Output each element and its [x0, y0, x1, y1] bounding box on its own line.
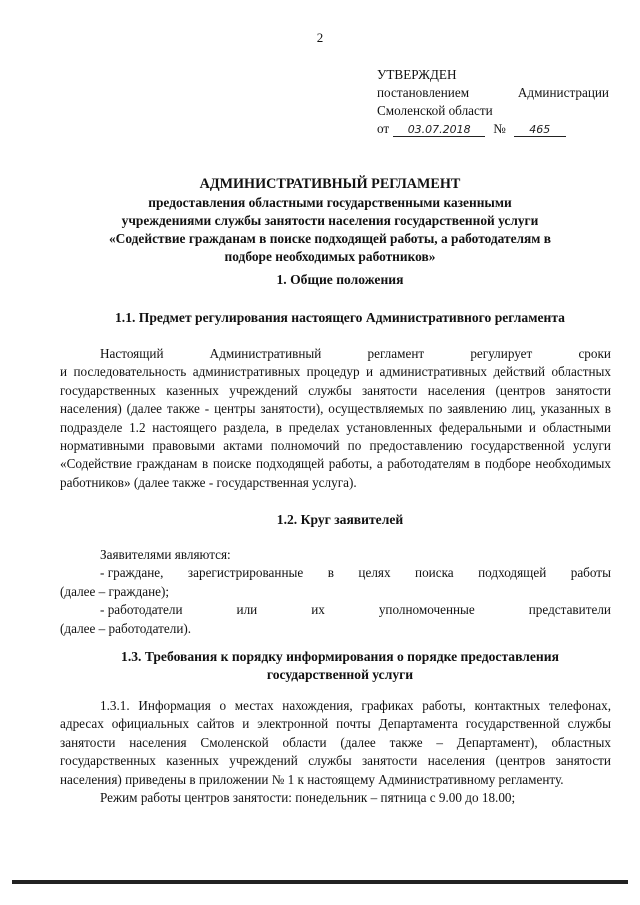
section-1-2-list — [60, 546, 611, 638]
approval-administration-word: Администрации — [517, 85, 609, 100]
approval-line-2 — [377, 84, 609, 102]
list-item-citizens-tail: (далее – граждане); — [60, 583, 170, 599]
approval-title: УТВЕРЖДЕН — [377, 67, 457, 82]
list-item-citizens — [60, 564, 611, 582]
word: зарегистрированные — [187, 565, 304, 581]
paragraph-work-hours: Режим работы центров занятости: понедельник – пятница с 9.00 до 18.00; — [100, 790, 516, 806]
word: их — [311, 602, 325, 618]
word: - граждане, — [100, 565, 164, 581]
page-number: 2 — [316, 30, 324, 45]
bottom-scan-border — [12, 880, 628, 884]
applicants-intro: Заявителями являются: — [100, 547, 231, 562]
approval-number-label: № — [493, 121, 506, 136]
word: регулирует — [470, 346, 533, 361]
section-1-1-heading: 1.1. Предмет регулирования настоящего Административного регламента — [115, 310, 565, 325]
document-title — [70, 175, 590, 266]
word: регламент — [367, 346, 425, 361]
handwritten-number: 465 — [514, 123, 566, 137]
word: работы — [570, 565, 611, 581]
title-line-3: учреждениями службы занятости населения государственной услуги — [121, 213, 539, 228]
word: поиска — [415, 565, 454, 581]
section-1-2-heading: 1.2. Круг заявителей — [276, 512, 404, 527]
paragraph-first-line — [60, 345, 611, 363]
word: сроки — [578, 346, 611, 361]
section-1-heading: 1. Общие положения — [276, 272, 404, 287]
word: представители — [528, 602, 611, 618]
section-1-3-heading — [60, 648, 620, 684]
approval-region: Смоленской области — [377, 103, 493, 118]
approval-stamp — [377, 66, 609, 138]
word: Административный — [209, 346, 322, 361]
title-line-5: подборе необходимых работников» — [224, 249, 436, 264]
word: уполномоченные — [378, 602, 475, 618]
approval-date-line — [377, 120, 609, 138]
word: - работодатели — [100, 602, 183, 618]
section-1-3-heading-line-1: 1.3. Требования к порядку информирования о порядке предоставления — [121, 649, 559, 664]
list-item-employers — [60, 601, 611, 619]
paragraph-body: и последовательность административных процедур и административных действий областных государственных казенных учреждений службы занятости населения (центров занятости населения) (далее также - центры занятости), осуществляемых по заявлению лиц, указанных в подразделе 1.2 настоящего раздела, в пределах установленных федеральными и областными нормативными правовыми актами полномочий по предоставлению государственной услуги «Содействие гражданам в поиске подходящей работы, а работодателям в подборе необходимых работников» (далее также - государственная услуга). — [60, 364, 611, 490]
title-main: АДМИНИСТРАТИВНЫЙ РЕГЛАМЕНТ — [199, 176, 461, 192]
word: или — [236, 602, 258, 618]
list-item-employers-tail: (далее – работодатели). — [60, 620, 192, 636]
title-line-2: предоставления областными государственными казенными — [148, 195, 512, 210]
word: целях — [358, 565, 391, 581]
section-1-1-paragraph — [60, 345, 611, 492]
title-line-4: «Содействие гражданам в поиске подходящей работы, а работодателям в — [108, 231, 552, 246]
approval-from-label: от — [377, 121, 390, 136]
section-1-3-heading-line-2: государственной услуги — [266, 667, 414, 682]
word: Настоящий — [100, 346, 164, 361]
handwritten-date: 03.07.2018 — [393, 123, 485, 137]
word: в — [327, 565, 334, 581]
paragraph-1-3-1: 1.3.1. Информация о местах нахождения, графиках работы, контактных телефонах, адресах официальных сайтов и электронной почты Департамента государственной службы занятости населения Смоленской области (далее также – Департамент), областных государственных казенных учреждений службы занятости населения (центров занятости населения) приведены в приложении № 1 к настоящему Административному регламенту. — [60, 698, 611, 787]
approval-resolution-word: постановлением — [377, 85, 470, 100]
word: подходящей — [478, 565, 547, 581]
section-1-3-paragraphs — [60, 697, 611, 807]
